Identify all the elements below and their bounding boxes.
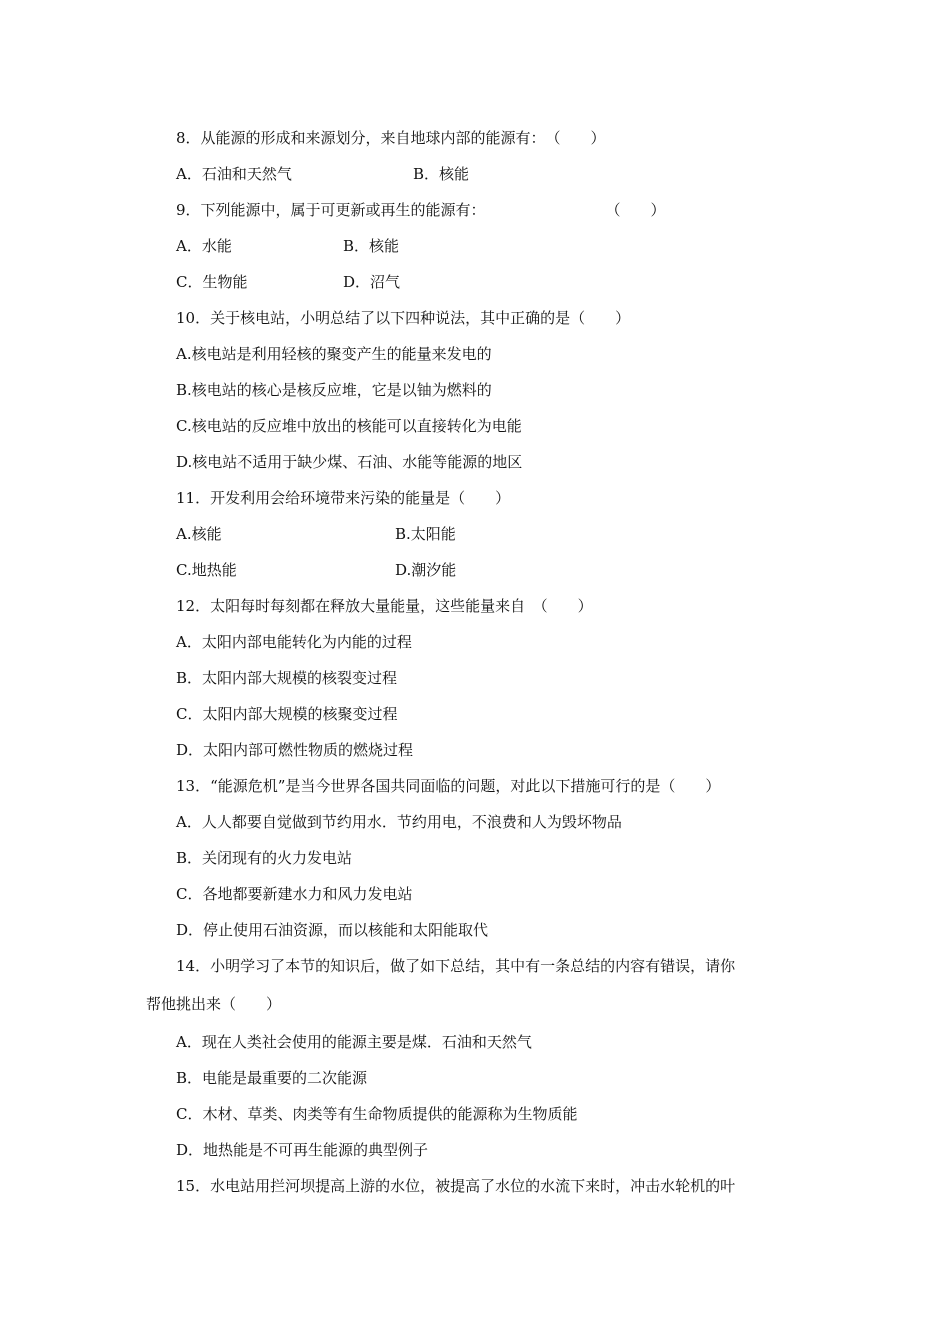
question-14-option-c: C．木材、草类、肉类等有生命物质提供的能源称为生物质能 [176, 1105, 578, 1123]
question-10-stem: 10．关于核电站，小明总结了以下四种说法，其中正确的是（ ） [176, 309, 631, 327]
question-9-option-a: A．水能 [176, 237, 232, 255]
question-10-option-a: A.核电站是利用轻核的聚变产生的能量来发电的 [176, 345, 492, 363]
question-9-option-d: D．沼气 [343, 273, 401, 291]
question-14-option-b: B．电能是最重要的二次能源 [176, 1069, 368, 1087]
question-14-stem-continuation: 帮他挑出来（ ） [146, 995, 282, 1013]
question-11-option-b: B.太阳能 [395, 525, 456, 543]
question-13-option-c: C．各地都要新建水力和风力发电站 [176, 885, 413, 903]
question-12-option-d: D．太阳内部可燃性物质的燃烧过程 [176, 741, 414, 759]
question-12-option-b: B．太阳内部大规模的核裂变过程 [176, 669, 398, 687]
question-10-option-b: B.核电站的核心是核反应堆，它是以铀为燃料的 [176, 381, 492, 399]
question-8-stem: 8．从能源的形成和来源划分，来自地球内部的能源有： （ ） [176, 129, 606, 147]
question-12-stem: 12．太阳每时每刻都在释放大量能量，这些能量来自 （ ） [176, 597, 593, 615]
question-13-option-b: B．关闭现有的火力发电站 [176, 849, 353, 867]
question-9-option-c: C．生物能 [176, 273, 248, 291]
question-8-option-b: B．核能 [413, 165, 470, 183]
question-12-option-a: A．太阳内部电能转化为内能的过程 [176, 633, 412, 651]
question-15-stem: 15．水电站用拦河坝提高上游的水位，被提高了水位的水流下来时，冲击水轮机的叶 [176, 1177, 736, 1195]
question-14-stem: 14．小明学习了本节的知识后，做了如下总结，其中有一条总结的内容有错误，请你 [176, 957, 736, 975]
question-11-option-a: A.核能 [176, 525, 222, 543]
question-11-stem: 11．开发利用会给环境带来污染的能量是（ ） [176, 489, 511, 507]
question-11-option-d: D.潮汐能 [395, 561, 457, 579]
question-8-option-a: A．石油和天然气 [176, 165, 292, 183]
question-12-option-c: C．太阳内部大规模的核聚变过程 [176, 705, 398, 723]
question-14-option-a: A．现在人类社会使用的能源主要是煤．石油和天然气 [176, 1033, 532, 1051]
question-11-option-c: C.地热能 [176, 561, 237, 579]
question-10-option-c: C.核电站的反应堆中放出的核能可以直接转化为电能 [176, 417, 522, 435]
question-9-stem: 9．下列能源中，属于可更新或再生的能源有： （ ） [176, 201, 666, 219]
question-13-option-d: D．停止使用石油资源，而以核能和太阳能取代 [176, 921, 489, 939]
question-10-option-d: D.核电站不适用于缺少煤、石油、水能等能源的地区 [176, 453, 523, 471]
question-9-option-b: B．核能 [343, 237, 400, 255]
question-13-option-a: A．人人都要自觉做到节约用水．节约用电，不浪费和人为毁坏物品 [176, 813, 622, 831]
question-13-stem: 13．“能源危机”是当今世界各国共同面临的问题，对此以下措施可行的是（ ） [176, 777, 721, 795]
question-14-option-d: D．地热能是不可再生能源的典型例子 [176, 1141, 429, 1159]
